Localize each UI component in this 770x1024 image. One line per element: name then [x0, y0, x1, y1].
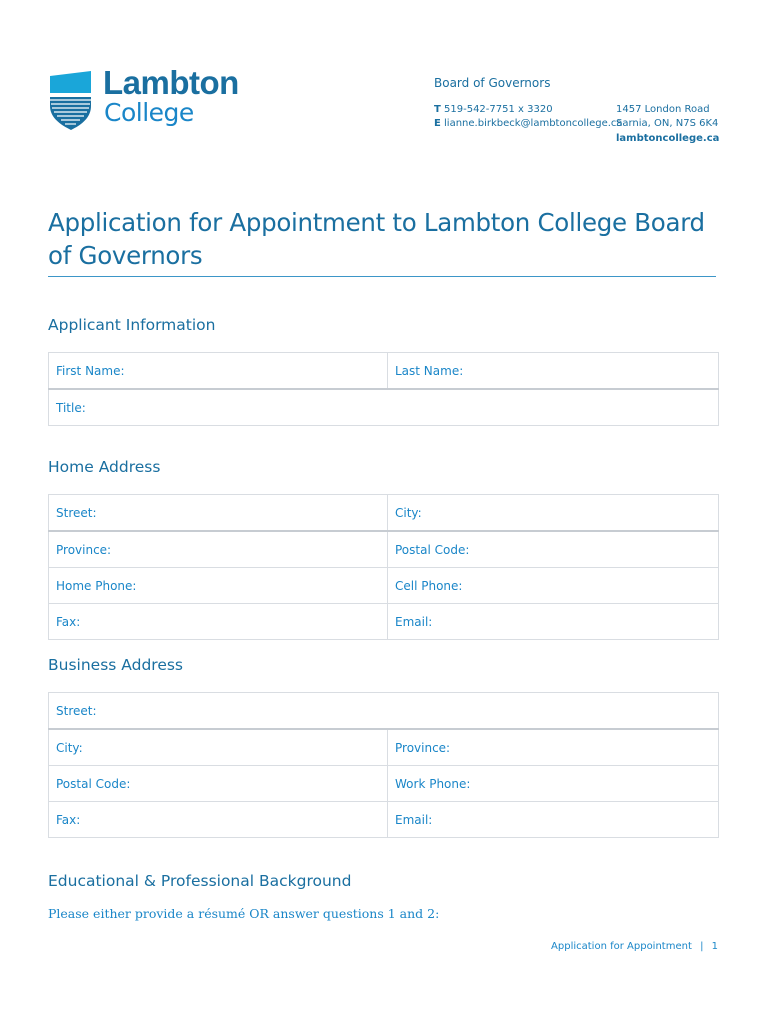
- table-row: [49, 495, 719, 532]
- table-row: [49, 353, 719, 390]
- last-name-field[interactable]: Last Name:: [388, 353, 719, 390]
- website-link[interactable]: lambtoncollege.ca: [616, 133, 720, 144]
- first-name-field[interactable]: First Name:: [49, 353, 388, 390]
- table-row: [49, 604, 719, 640]
- home-street-field[interactable]: Street:: [49, 495, 388, 532]
- board-label: Board of Governors: [434, 76, 551, 90]
- section-heading-business-address: Business Address: [48, 656, 184, 674]
- background-instructions: Please either provide a résumé OR answer questions 1 and 2:: [48, 906, 440, 921]
- footer-label: Application for Appointment: [551, 941, 692, 952]
- email-line: [434, 118, 623, 129]
- home-email-field[interactable]: Email:: [388, 604, 719, 640]
- page-footer: [551, 941, 718, 952]
- home-city-field[interactable]: City:: [388, 495, 719, 532]
- business-province-field[interactable]: Province:: [388, 729, 719, 766]
- address-line-1: 1457 London Road: [616, 104, 710, 115]
- footer-separator: |: [700, 941, 704, 952]
- email-prefix: E: [434, 118, 441, 129]
- logo-mark-icon: [47, 70, 95, 130]
- business-fax-field[interactable]: Fax:: [49, 802, 388, 838]
- page-number: 1: [711, 941, 718, 952]
- business-address-table: [48, 692, 719, 838]
- address-line-2: Sarnia, ON, N7S 6K4: [616, 118, 719, 129]
- home-address-table: [48, 494, 719, 640]
- business-city-field[interactable]: City:: [49, 729, 388, 766]
- section-heading-home-address: Home Address: [48, 458, 161, 476]
- work-phone-field[interactable]: Work Phone:: [388, 766, 719, 802]
- business-email-field[interactable]: Email:: [388, 802, 719, 838]
- home-province-field[interactable]: Province:: [49, 531, 388, 568]
- table-row: [49, 693, 719, 730]
- table-row: [49, 766, 719, 802]
- title-divider: [48, 276, 716, 277]
- table-row: [49, 729, 719, 766]
- business-postal-code-field[interactable]: Postal Code:: [49, 766, 388, 802]
- home-postal-code-field[interactable]: Postal Code:: [388, 531, 719, 568]
- section-heading-background: Educational & Professional Background: [48, 872, 352, 890]
- page-title: Application for Appointment to Lambton College Board of Governors: [48, 208, 705, 270]
- home-phone-field[interactable]: Home Phone:: [49, 568, 388, 604]
- title-field[interactable]: Title:: [49, 389, 719, 426]
- phone-line: [434, 104, 553, 115]
- logo-wordmark-college: College: [104, 98, 194, 127]
- business-street-field[interactable]: Street:: [49, 693, 719, 730]
- lambton-college-logo: [47, 64, 247, 132]
- logo-wordmark-lambton: Lambton: [103, 64, 239, 101]
- table-row: [49, 568, 719, 604]
- phone-prefix: T: [434, 104, 441, 115]
- phone-number: 519-542-7751 x 3320: [444, 104, 553, 115]
- applicant-info-table: [48, 352, 719, 426]
- email-link[interactable]: lianne.birkbeck@lambtoncollege.ca: [444, 118, 623, 129]
- cell-phone-field[interactable]: Cell Phone:: [388, 568, 719, 604]
- section-heading-applicant: Applicant Information: [48, 316, 216, 334]
- home-fax-field[interactable]: Fax:: [49, 604, 388, 640]
- table-row: [49, 389, 719, 426]
- table-row: [49, 802, 719, 838]
- table-row: [49, 531, 719, 568]
